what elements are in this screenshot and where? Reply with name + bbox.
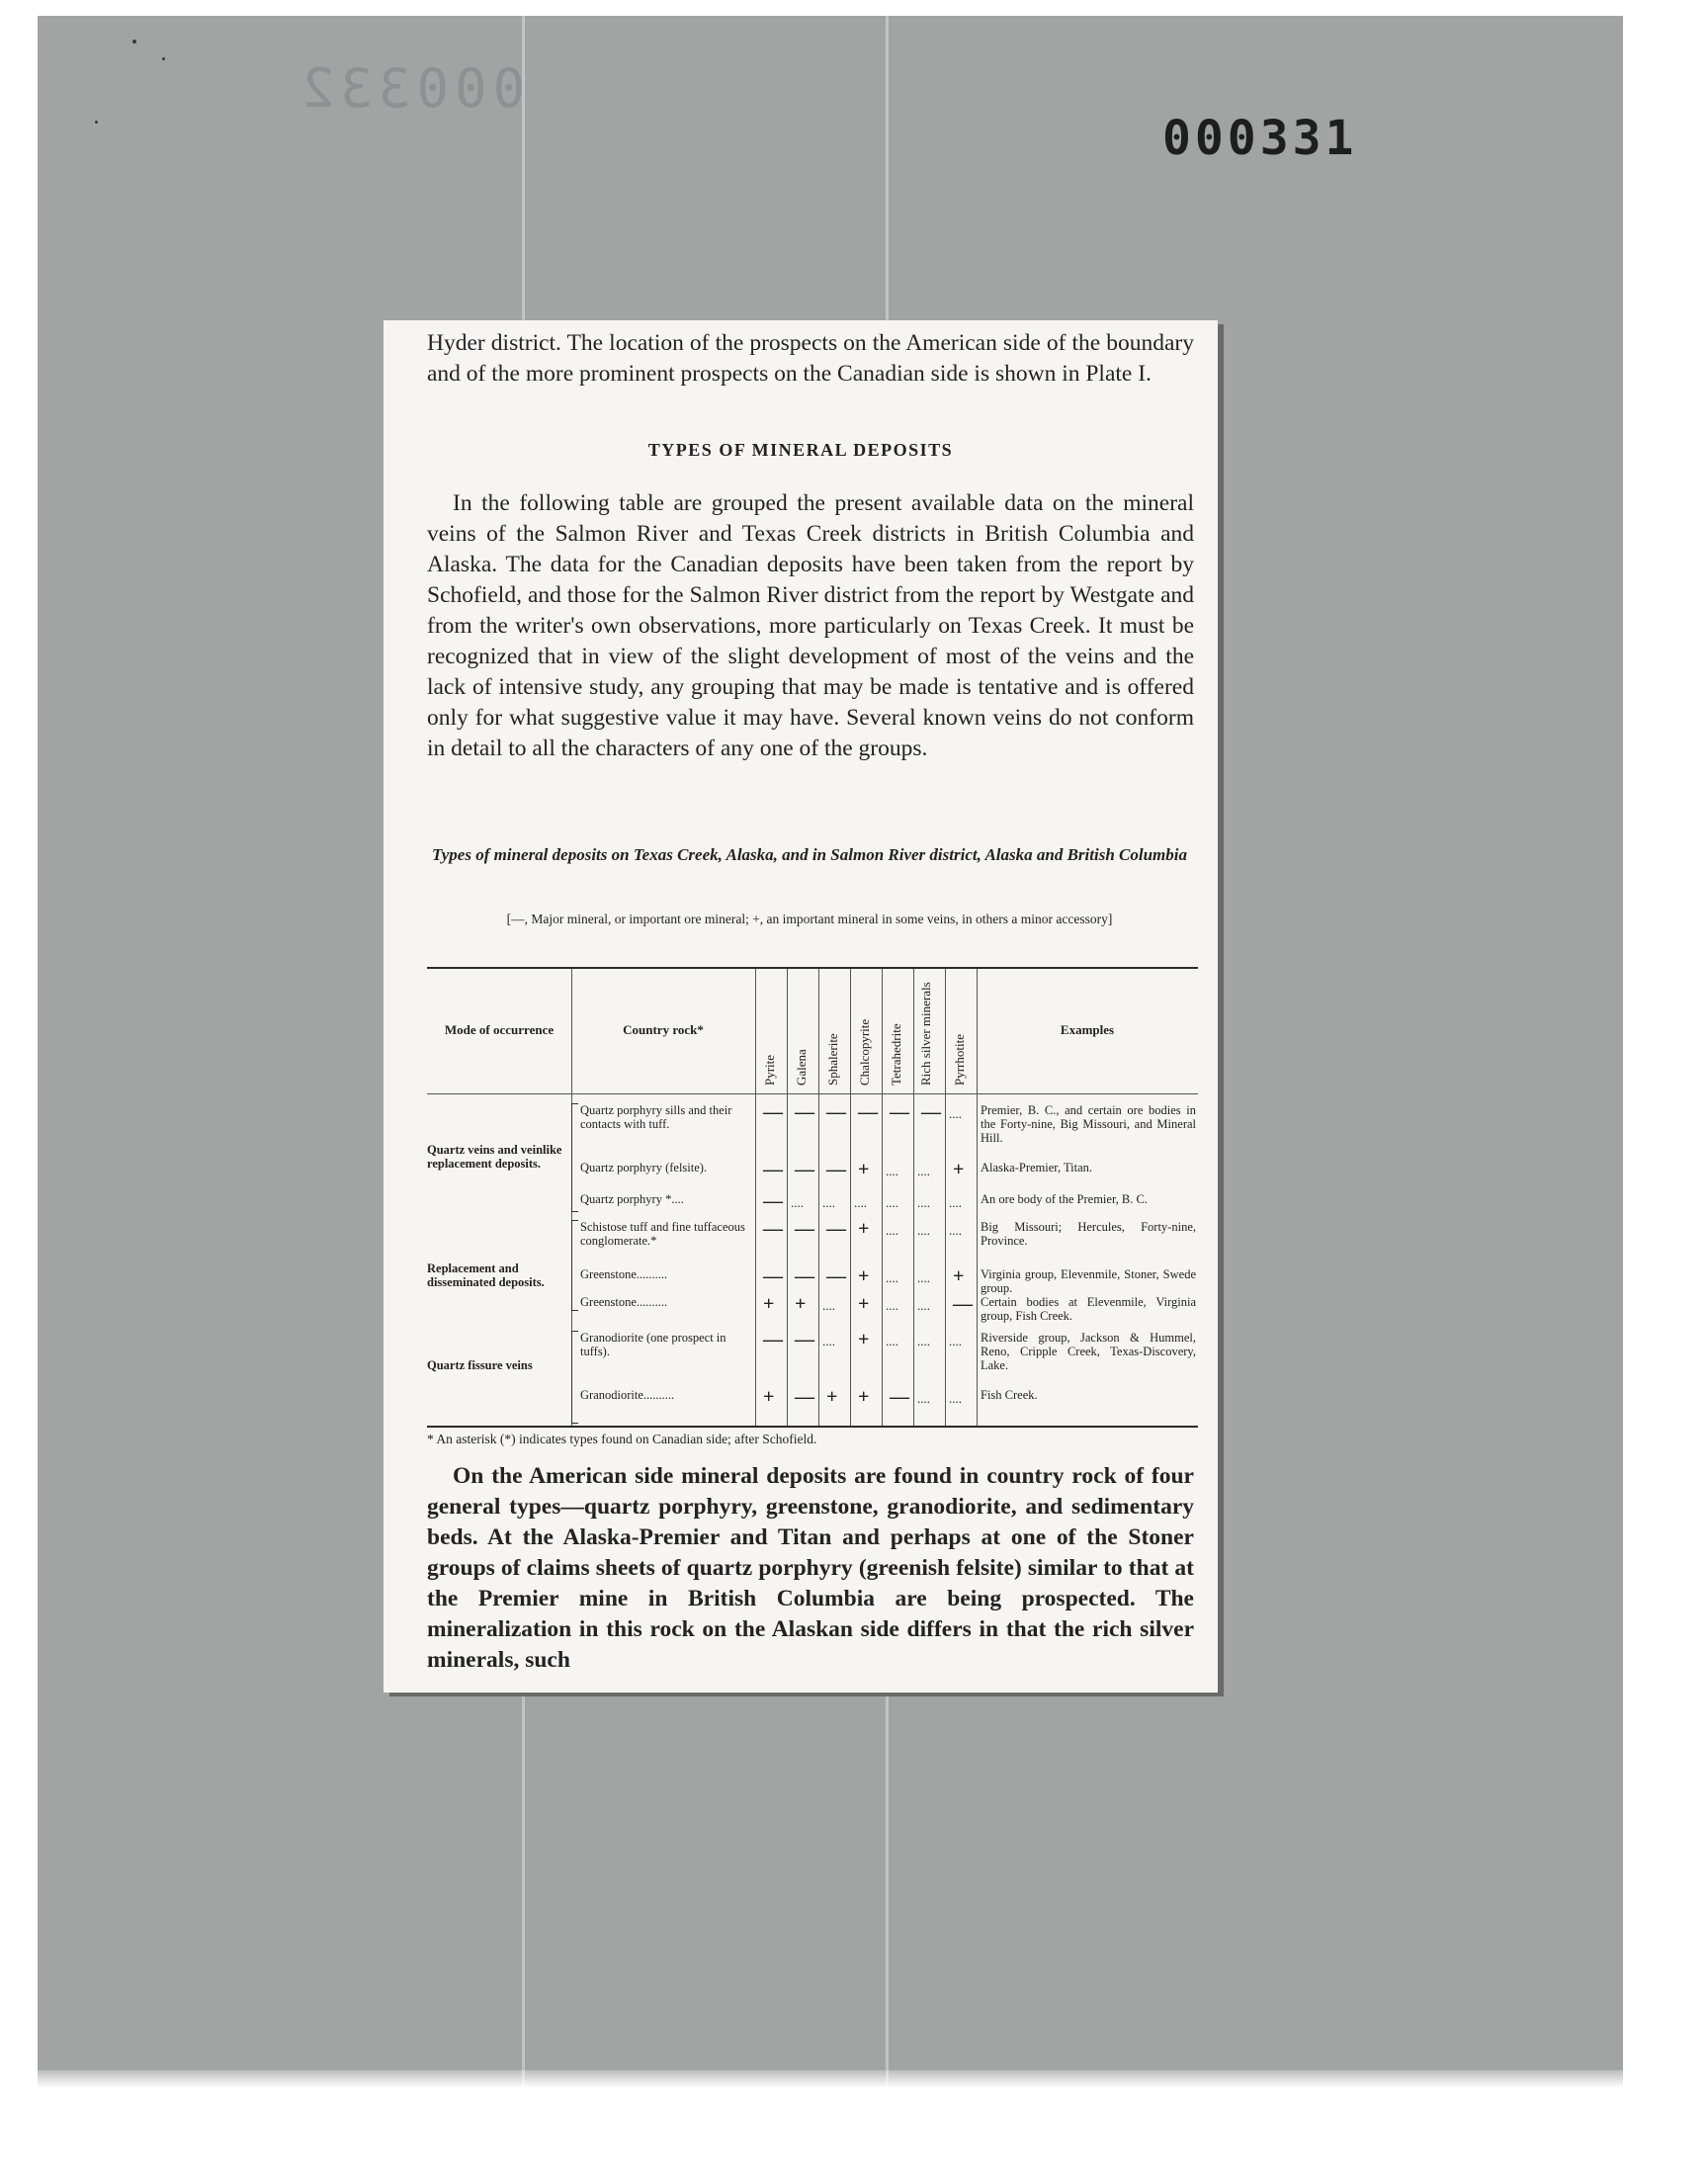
mineral-symbol-cell: .... xyxy=(822,1195,835,1210)
mineral-symbol-cell: .... xyxy=(917,1164,930,1178)
mineral-symbol-cell: + xyxy=(826,1386,838,1408)
table-legend: [—, Major mineral, or important ore mineral; +, an important mineral in some veins, in others a minor accessory] xyxy=(506,912,1113,926)
header-mineral-sphalerite: Sphalerite xyxy=(825,1033,840,1086)
mineral-symbol-cell: + xyxy=(858,1159,870,1180)
mineral-symbol-cell: + xyxy=(858,1218,870,1240)
header-rule xyxy=(427,1093,1198,1094)
examples-cell: Big Missouri; Hercules, Forty-nine, Province. xyxy=(981,1220,1196,1248)
mineral-symbol-cell: — xyxy=(795,1218,814,1240)
mineral-symbol-cell: .... xyxy=(822,1298,835,1313)
examples-cell: Alaska-Premier, Titan. xyxy=(981,1161,1093,1174)
mineral-symbol-cell: — xyxy=(763,1265,783,1287)
mineral-symbol-cell: .... xyxy=(917,1223,930,1238)
mineral-symbol-cell: — xyxy=(858,1101,878,1123)
column-rule xyxy=(913,969,914,1426)
mineral-symbol-cell: — xyxy=(826,1101,846,1123)
dust-speck xyxy=(95,121,98,124)
mineral-symbol-cell: .... xyxy=(886,1270,898,1285)
ghost-page-stamp: 000332 xyxy=(297,57,526,120)
country-rock-cell: Quartz porphyry (felsite). xyxy=(580,1161,708,1174)
country-rock-cell: Greenstone.......... xyxy=(580,1295,668,1309)
country-rock-cell: Schistose tuff and fine tuffaceous conglomerate.* xyxy=(580,1220,745,1248)
mineral-symbol-cell: — xyxy=(763,1190,783,1212)
mineral-symbol-cell: + xyxy=(858,1329,870,1350)
mineral-symbol-cell: .... xyxy=(949,1223,962,1238)
country-rock-cell: Quartz porphyry sills and their contacts with tuff. xyxy=(580,1103,732,1131)
column-rule xyxy=(977,969,978,1426)
examples-cell: Premier, B. C., and certain ore bodies in the Forty-nine, Big Missouri, and Mineral Hill. xyxy=(981,1103,1196,1145)
mineral-symbol-cell: — xyxy=(763,1329,783,1350)
header-mineral-pyrrhotite: Pyrrhotite xyxy=(952,1034,967,1086)
examples-cell: Fish Creek. xyxy=(981,1388,1038,1402)
mineral-symbol-cell: — xyxy=(826,1159,846,1180)
column-rule xyxy=(755,969,756,1426)
mineral-symbol-cell: + xyxy=(763,1386,775,1408)
mineral-symbol-cell: — xyxy=(826,1218,846,1240)
header-mineral-chalcopyrite: Chalcopyrite xyxy=(857,1018,872,1086)
mineral-symbol-cell: .... xyxy=(886,1298,898,1313)
mineral-symbol-cell: .... xyxy=(822,1334,835,1348)
mode-replacement: Replacement and disseminated deposits. xyxy=(427,1262,545,1289)
page-number-stamp: 000331 xyxy=(1162,111,1358,166)
mineral-symbol-cell: .... xyxy=(886,1223,898,1238)
examples-cell: Certain bodies at Elevenmile, Virginia group, Fish Creek. xyxy=(981,1295,1196,1323)
mineral-symbol-cell: — xyxy=(921,1101,941,1123)
mineral-symbol-cell: .... xyxy=(949,1391,962,1406)
mineral-symbol-cell: .... xyxy=(917,1391,930,1406)
mineral-symbol-cell: .... xyxy=(917,1334,930,1348)
country-rock-cell: Granodiorite (one prospect in tuffs). xyxy=(580,1331,726,1358)
mineral-symbol-cell: — xyxy=(795,1329,814,1350)
table-footnote: * An asterisk (*) indicates types found on Canadian side; after Schofield. xyxy=(427,1432,817,1446)
country-rock-cell: Quartz porphyry *.... xyxy=(580,1192,684,1206)
intro-paragraph: Hyder district. The location of the prospects on the American side of the boundary and of the more prominent prospects on the Canadian side is shown in Plate I. xyxy=(427,330,1194,387)
dust-speck xyxy=(132,40,136,44)
mineral-symbol-cell: — xyxy=(763,1218,783,1240)
mineral-symbol-cell: .... xyxy=(917,1270,930,1285)
header-mode: Mode of occurrence xyxy=(444,1022,555,1037)
mineral-symbol-cell: — xyxy=(795,1265,814,1287)
board-edge xyxy=(38,2070,1623,2088)
mode-fissure-veins: Quartz fissure veins xyxy=(427,1358,533,1372)
mineral-symbol-cell: .... xyxy=(886,1334,898,1348)
mineral-deposits-table xyxy=(427,967,1198,1428)
header-mineral-galena: Galena xyxy=(794,1049,809,1086)
mineral-symbol-cell: — xyxy=(953,1293,973,1315)
header-mineral-pyrite: Pyrite xyxy=(762,1054,777,1086)
header-examples: Examples xyxy=(1060,1022,1115,1037)
column-rule xyxy=(850,969,851,1426)
mineral-symbol-cell: + xyxy=(953,1159,965,1180)
dust-speck xyxy=(162,57,165,60)
mineral-symbol-cell: .... xyxy=(917,1195,930,1210)
mineral-symbol-cell: — xyxy=(795,1159,814,1180)
column-rule xyxy=(882,969,883,1426)
group-brace xyxy=(571,1331,578,1424)
section-heading: TYPES OF MINERAL DEPOSITS xyxy=(647,440,954,460)
mineral-symbol-cell: + xyxy=(953,1265,965,1287)
mineral-symbol-cell: .... xyxy=(791,1195,804,1210)
examples-cell: Riverside group, Jackson & Hummel, Reno, Cripple Creek, Texas-Discovery, Lake. xyxy=(981,1331,1196,1372)
mineral-symbol-cell: — xyxy=(890,1101,909,1123)
mineral-symbol-cell: — xyxy=(763,1159,783,1180)
column-rule xyxy=(818,969,819,1426)
closing-paragraph: On the American side mineral deposits are found in country rock of four general types—quartz porphyry, greenstone, granodiorite, and sedimentary beds. At the Alaska-Premier and Titan and perhaps at one of the Stoner groups of claims sheets of quartz porphyry (greenish felsite) similar to that at the Premier mine in British Columbia are being prospected. The mineralization in this rock on the Alaskan side differs in that the rich silver minerals, such xyxy=(427,1463,1194,1673)
table-caption: Types of mineral deposits on Texas Creek, Alaska, and in Salmon River district, Alaska and British Columbia xyxy=(432,845,1187,864)
body-paragraph: In the following table are grouped the present available data on the mineral veins of the Salmon River and Texas Creek districts in British Columbia and Alaska. The data for the Canadian deposits have been taken from the report by Schofield, and those for the Salmon River district from the report by Westgate and from the writer's own observations, more particularly on Texas Creek. It must be recognized that in view of the slight development of most of the veins and the lack of intensive study, any grouping that may be made is tentative and is offered only for what suggestive value it may have. Several known veins do not conform in detail to all the characters of any one of the groups. xyxy=(427,490,1194,761)
mineral-symbol-cell: — xyxy=(795,1386,814,1408)
examples-cell: An ore body of the Premier, B. C. xyxy=(981,1192,1148,1206)
mineral-symbol-cell: + xyxy=(795,1293,807,1315)
mineral-symbol-cell: — xyxy=(795,1101,814,1123)
group-brace xyxy=(571,1103,578,1212)
mineral-symbol-cell: + xyxy=(763,1293,775,1315)
column-rule xyxy=(787,969,788,1426)
mineral-symbol-cell: + xyxy=(858,1386,870,1408)
mineral-symbol-cell: .... xyxy=(949,1334,962,1348)
mineral-symbol-cell: — xyxy=(826,1265,846,1287)
mineral-symbol-cell: + xyxy=(858,1265,870,1287)
group-brace xyxy=(571,1220,578,1311)
mineral-symbol-cell: + xyxy=(858,1293,870,1315)
mineral-symbol-cell: .... xyxy=(886,1195,898,1210)
mineral-symbol-cell: — xyxy=(763,1101,783,1123)
examples-cell: Virginia group, Elevenmile, Stoner, Swede group. xyxy=(981,1267,1196,1295)
mineral-symbol-cell: .... xyxy=(949,1106,962,1121)
country-rock-cell: Greenstone.......... xyxy=(580,1267,668,1281)
header-mineral-rich-silver: Rich silver minerals xyxy=(918,982,933,1086)
mineral-symbol-cell: — xyxy=(890,1386,909,1408)
header-country-rock: Country rock* xyxy=(623,1022,704,1037)
header-mineral-tetrahedrite: Tetrahedrite xyxy=(889,1023,903,1086)
country-rock-cell: Granodiorite.......... xyxy=(580,1388,675,1402)
column-rule xyxy=(945,969,946,1426)
mode-quartz-veins: Quartz veins and veinlike replacement deposits. xyxy=(427,1143,562,1171)
mineral-symbol-cell: .... xyxy=(917,1298,930,1313)
mineral-symbol-cell: .... xyxy=(886,1164,898,1178)
mineral-symbol-cell: .... xyxy=(854,1195,867,1210)
newspaper-clipping xyxy=(384,320,1218,1693)
mineral-symbol-cell: .... xyxy=(949,1195,962,1210)
